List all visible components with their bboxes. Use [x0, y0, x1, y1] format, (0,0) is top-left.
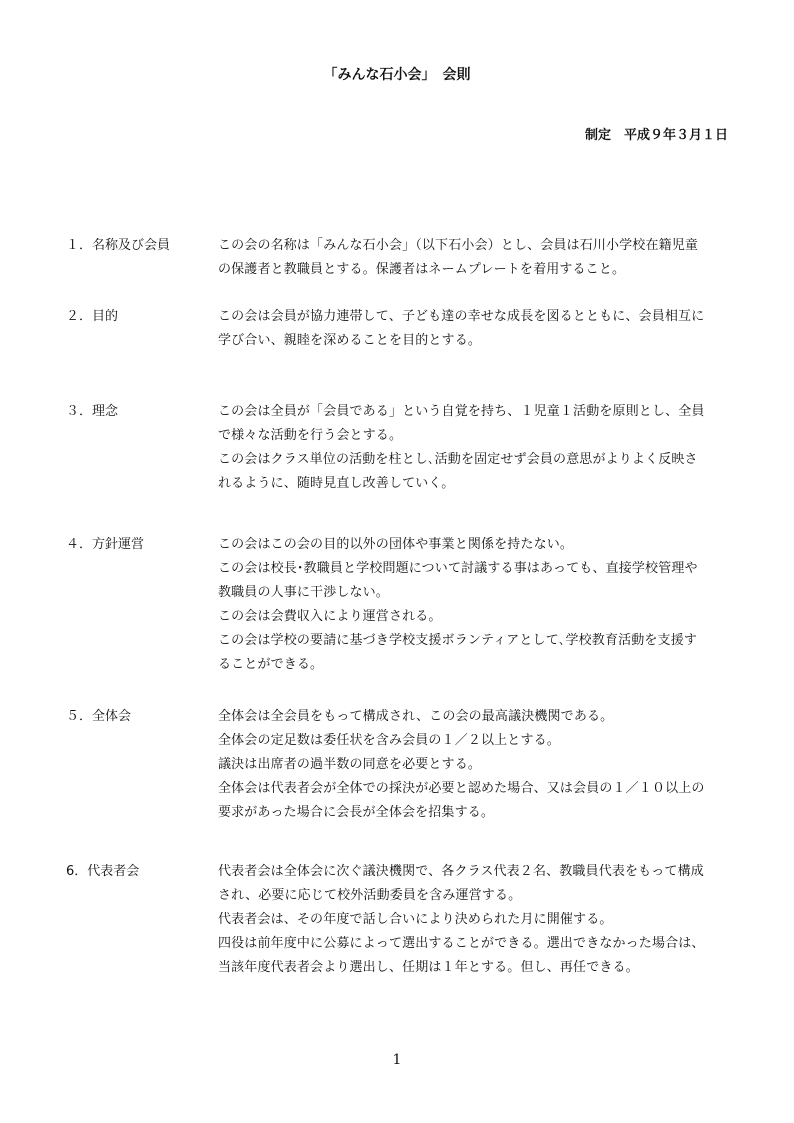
section-representatives-meeting: [0, 860, 794, 1000]
section-line: ることができる。: [218, 657, 324, 672]
section-philosophy: [0, 400, 794, 533]
section-body: [218, 533, 734, 677]
document-title: 「みんな石小会」 会則: [323, 67, 471, 83]
section-line: され、必要に応じて校外活動委員を含み運営する。: [218, 888, 522, 903]
section-line: 全体会は代表者会が全体での採決が必要と認めた場合、又は会員の１／１０以上の: [218, 781, 705, 796]
section-line: 学び合い、親睦を深めることを目的とする。: [218, 333, 482, 348]
section-body: [218, 305, 734, 353]
section-line: この会は会員が協力連帯して、子ども達の幸せな成長を図るとともに、会員相互に: [218, 309, 705, 324]
section-line: 全体会の定足数は委任状を含み会員の１／２以上とする。: [218, 733, 560, 748]
section-label: １．名称及び会員: [66, 238, 171, 253]
section-label: 6．代表者会: [66, 864, 140, 879]
section-general-meeting: [0, 705, 794, 860]
section-line: この会は校長･教職員と学校問題について討議する事はあっても、直接学校管理や: [218, 561, 698, 576]
section-line: この会は会費収入により運営される。: [218, 609, 442, 624]
section-label: ３．理念: [66, 404, 119, 419]
section-line: この会はクラス単位の活動を柱とし､活動を固定せず会員の意思がよりよく反映さ: [218, 452, 698, 467]
section-policy-operation: [0, 533, 794, 705]
section-line: 議決は出席者の過半数の同意を必要とする。: [218, 757, 482, 772]
section-line: この会はこの会の目的以外の団体や事業と関係を持たない。: [218, 537, 574, 552]
section-label: ４．方針運営: [66, 537, 145, 552]
section-list: [0, 234, 794, 1000]
section-body: [218, 400, 734, 496]
section-body: [218, 234, 734, 282]
section-line: 教職員の人事に干渉しない。: [218, 585, 389, 600]
page-number: 1: [392, 1052, 402, 1068]
section-purpose: [0, 305, 794, 400]
section-line: 代表者会は全体会に次ぐ議決機関で、各クラス代表２名、教職員代表をもって構成: [218, 864, 704, 879]
section-line: の保護者と教職員とする。保護者はネームプレートを着用すること。: [218, 262, 626, 277]
section-body: [218, 705, 734, 825]
section-line: れるように、随時見直し改善していく。: [218, 476, 455, 491]
section-line: 四役は前年度中に公募によって選出することができる。選出できなかった場合は、: [218, 936, 705, 951]
section-body: [218, 860, 734, 980]
section-line: 代表者会は、その年度で話し合いにより決められた月に開催する。: [218, 912, 613, 927]
section-line: この会の名称は「みんな石小会」（以下石小会）とし、会員は石川小学校在籍児童: [218, 238, 699, 253]
section-line: この会は全員が「会員である」という自覚を持ち、１児童１活動を原則とし、全員: [218, 404, 705, 419]
section-label: ５．全体会: [66, 709, 132, 724]
section-line: この会は学校の要請に基づき学校支援ボランティアとして､学校教育活動を支援す: [218, 633, 698, 648]
section-line: で様々な活動を行う会とする。: [218, 428, 403, 443]
section-label: ２．目的: [66, 309, 119, 324]
section-name-and-members: [0, 234, 794, 305]
section-line: 全体会は全会員をもって構成され、この会の最高議決機関である。: [218, 709, 614, 724]
enactment-date: 制定 平成９年３月１日: [584, 128, 728, 143]
section-line: 当該年度代表者会より選出し、任期は１年とする。但し、再任できる。: [218, 960, 639, 975]
section-line: 要求があった場合に会長が全体会を招集する。: [218, 805, 495, 820]
